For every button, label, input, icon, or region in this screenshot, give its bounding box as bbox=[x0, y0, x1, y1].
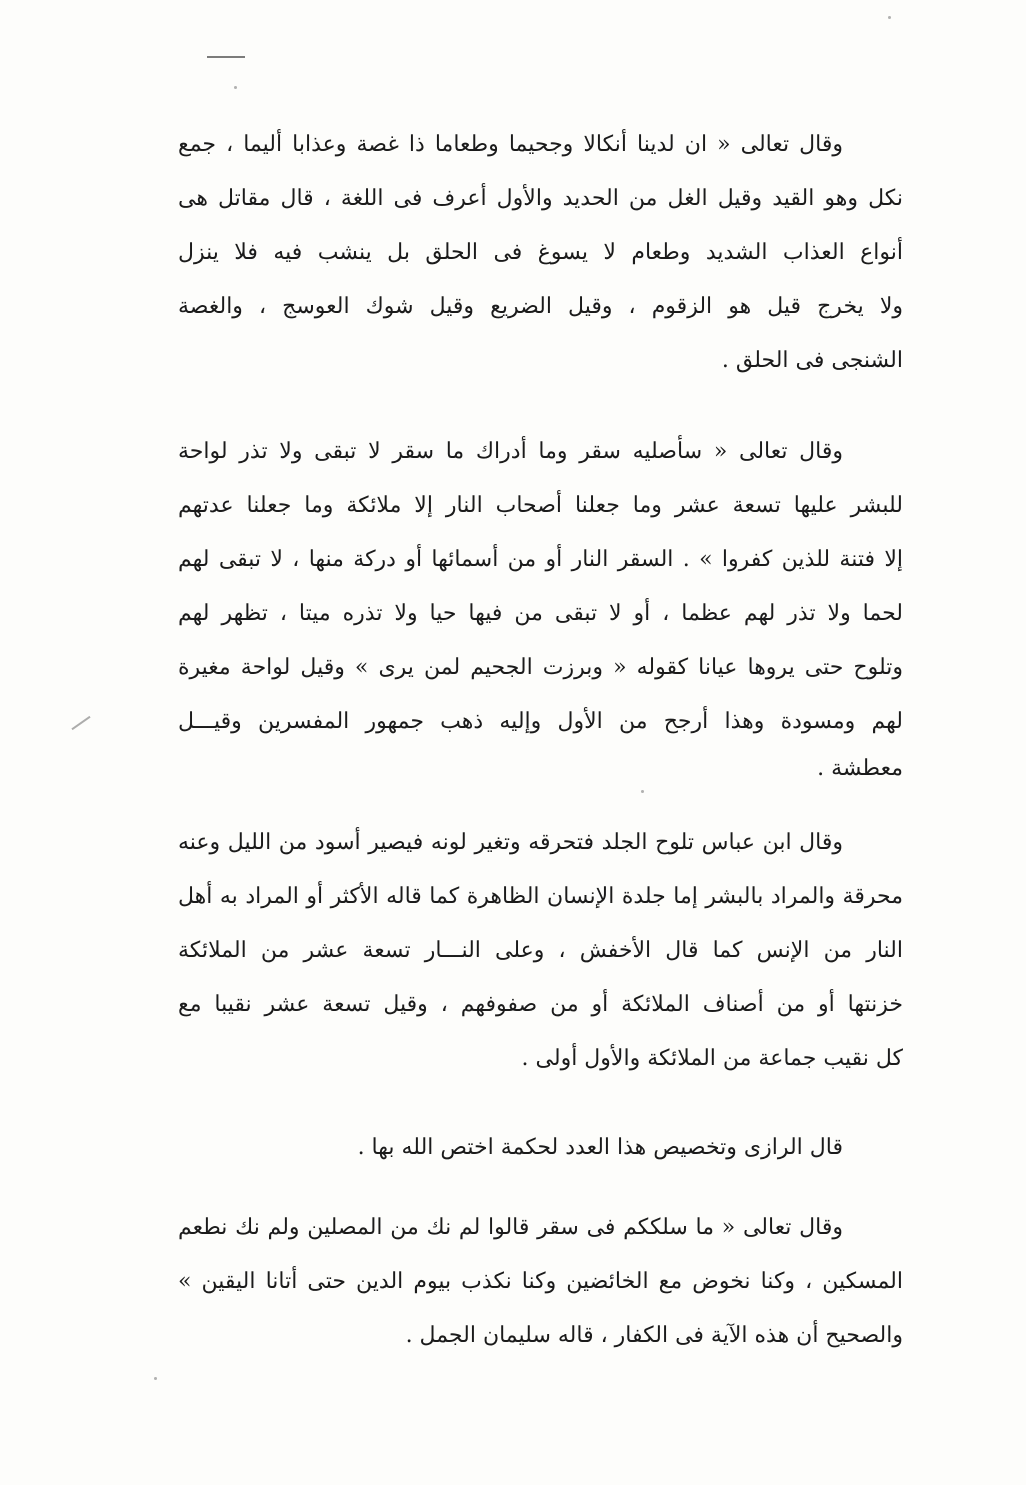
text-line: نكل وهو القيد وقيل الغل من الحديد والأول أعرف فى اللغة ، قال مقاتل هى bbox=[178, 186, 903, 211]
text-line: إلا فتنة للذين كفروا » . السقر النار أو من أسمائها أو دركة منها ، لا تبقى لهم bbox=[178, 547, 903, 572]
scan-speck bbox=[641, 790, 644, 793]
text-line: وقال تعالى « ما سلككم فى سقر قالوا لم نك من المصلين ولم نك نطعم bbox=[178, 1215, 843, 1240]
paragraph-5 bbox=[178, 1201, 903, 1363]
scan-speck bbox=[234, 86, 237, 89]
text-line: كل نقيب جماعة من الملائكة والأول أولى . bbox=[521, 1046, 903, 1071]
header-rule bbox=[207, 56, 245, 58]
text-line: وقال تعالى « ان لدينا أنكالا وجحيما وطعاما ذا غصة وعذابا أليما ، جمع bbox=[178, 132, 843, 157]
text-line: أنواع العذاب الشديد وطعام لا يسوغ فى الحلق بل ينشب فيه فلا ينزل bbox=[178, 240, 903, 265]
text-line: وقال ابن عباس تلوح الجلد فتحرقه وتغير لونه فيصير أسود من الليل وعنه bbox=[178, 830, 843, 855]
text-line: قال الرازى وتخصيص هذا العدد لحكمة اختص الله بها . bbox=[357, 1135, 843, 1160]
text-line: وتلوح حتى يروها عيانا كقوله « وبرزت الجحيم لمن يرى » وقيل لواحة مغيرة bbox=[178, 655, 903, 680]
text-line: معطشة . bbox=[817, 756, 903, 781]
text-line: ولا يخرج قيل هو الزقوم ، وقيل الضريع وقيل شوك العوسج ، والغصة bbox=[178, 294, 903, 319]
text-line: الشنجى فى الحلق . bbox=[721, 348, 903, 373]
margin-mark bbox=[71, 716, 90, 730]
text-line: محرقة والمراد بالبشر إما جلدة الإنسان الظاهرة كما قاله الأكثر أو المراد به أهل bbox=[178, 884, 903, 909]
paragraph-1 bbox=[178, 118, 903, 388]
text-line: لحما ولا تذر لهم عظما ، أو لا تبقى من فيها حيا ولا تذره ميتا ، تظهر لهم bbox=[178, 601, 903, 626]
paragraph-4 bbox=[178, 1121, 903, 1175]
text-line: للبشر عليها تسعة عشر وما جعلنا أصحاب النار إلا ملائكة وما جعلنا عدتهم bbox=[178, 493, 903, 518]
text-line: خزنتها أو من أصناف الملائكة أو من صفوفهم ، وقيل تسعة عشر نقيبا مع bbox=[178, 992, 903, 1017]
text-line: والصحيح أن هذه الآية فى الكفار ، قاله سليمان الجمل . bbox=[405, 1323, 903, 1348]
paragraph-3 bbox=[178, 816, 903, 1086]
scan-speck bbox=[888, 16, 891, 19]
text-line: لهم ومسودة وهذا أرجح من الأول وإليه ذهب جمهور المفسرين وقيـــل bbox=[178, 709, 903, 734]
text-line: وقال تعالى « سأصليه سقر وما أدراك ما سقر لا تبقى ولا تذر لواحة bbox=[178, 439, 843, 464]
text-line: المسكين ، وكنا نخوض مع الخائضين وكنا نكذب بيوم الدين حتى أتانا اليقين » bbox=[178, 1269, 903, 1294]
paragraph-2 bbox=[178, 425, 903, 789]
scan-speck bbox=[154, 1377, 157, 1380]
text-line: النار من الإنس كما قال الأخفش ، وعلى النـــار تسعة عشر من الملائكة bbox=[178, 938, 903, 963]
